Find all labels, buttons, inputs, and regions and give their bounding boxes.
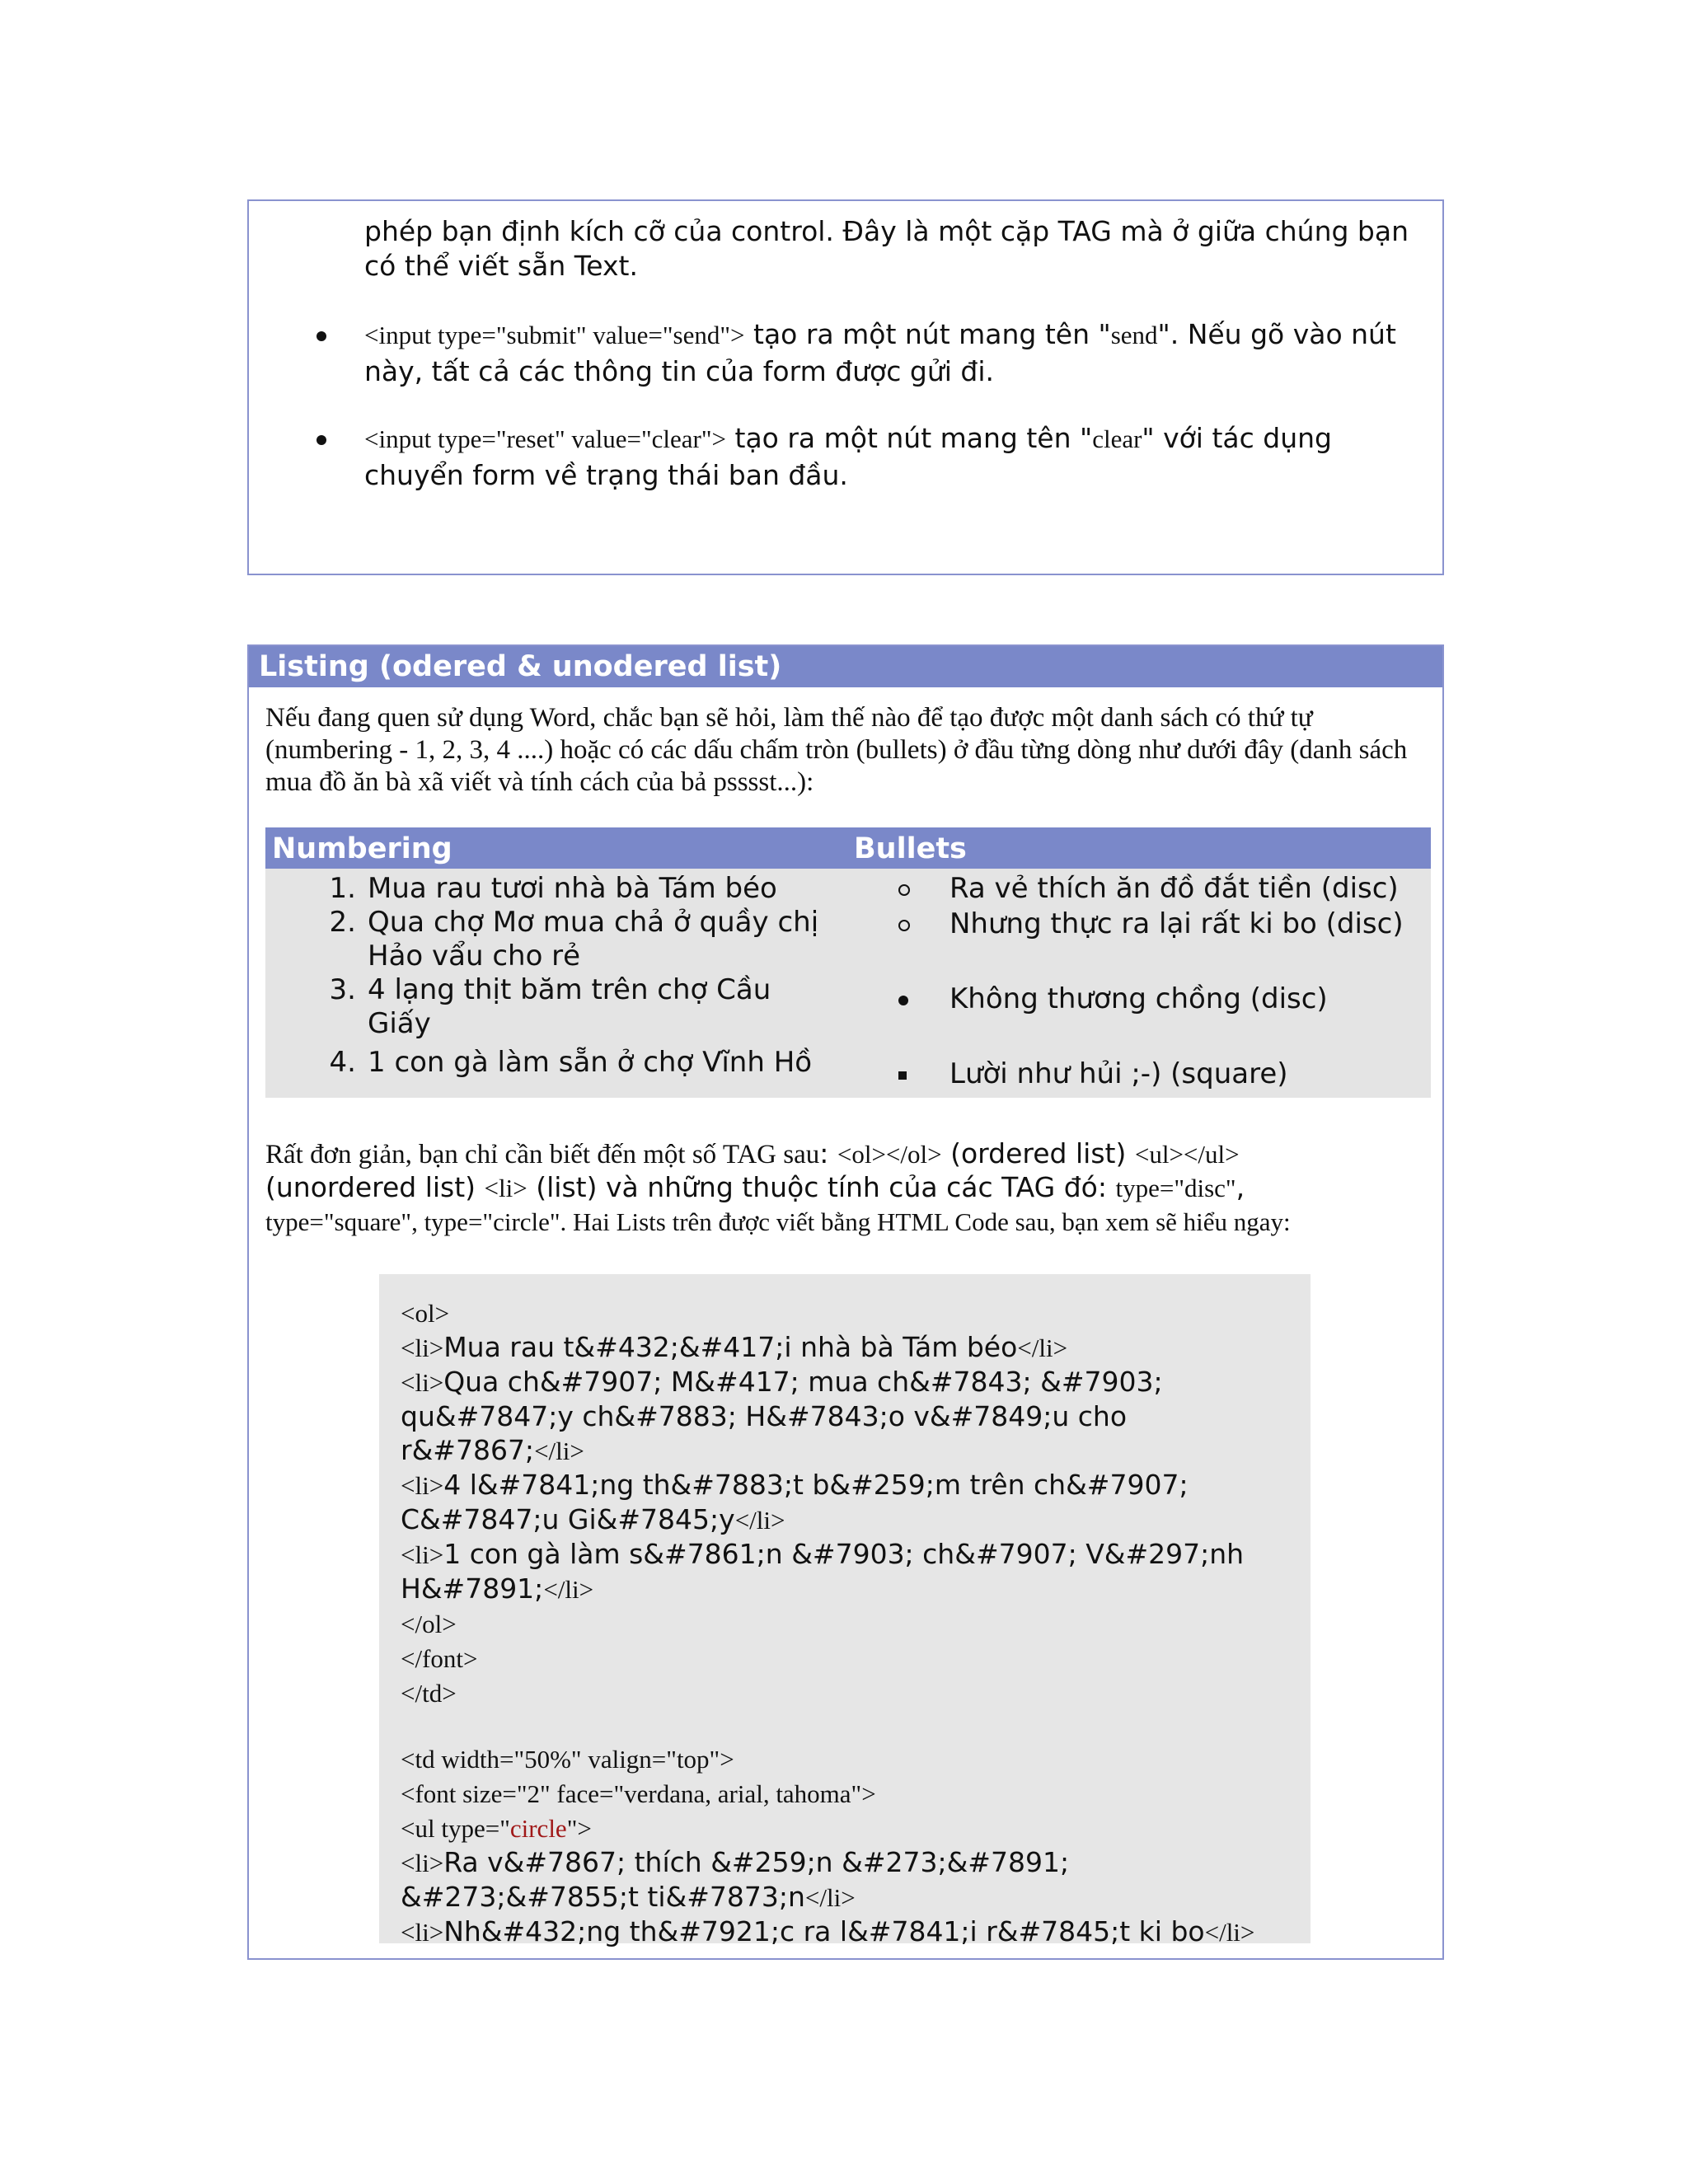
circle-bullet-icon bbox=[898, 884, 910, 896]
code-line: <li>Ra v&#7867; thích &#259;n &#273;&#7891; bbox=[401, 1846, 1070, 1878]
bullet-disc-icon bbox=[316, 331, 326, 341]
code-line: </ol> bbox=[401, 1610, 457, 1638]
item-number: 4. bbox=[329, 1046, 356, 1079]
after-text: (list) và những thuộc tính của các TAG đó: bbox=[527, 1171, 1116, 1203]
code-line: </font> bbox=[401, 1644, 478, 1673]
item-number: 2. bbox=[329, 906, 356, 939]
item-text: Không thương chồng (disc) bbox=[950, 982, 1328, 1015]
item-text: Lười như hủi ;-) (square) bbox=[950, 1057, 1288, 1090]
code-line: <li>1 con gà làm s&#7861;n &#7903; ch&#7907; V&#297;nh bbox=[401, 1538, 1245, 1570]
bullet-item-submit bbox=[364, 316, 1428, 390]
submit-text-a: tạo ra một nút mang tên " bbox=[744, 318, 1111, 350]
code-line: </td> bbox=[401, 1679, 457, 1708]
code-blank-line bbox=[401, 1710, 1299, 1741]
list-item bbox=[950, 872, 1399, 906]
reset-code: <input type="reset" value="clear"> bbox=[364, 424, 727, 453]
after-text: (ordered list) bbox=[941, 1137, 1135, 1169]
code-line: <li>4 l&#7841;ng th&#7883;t b&#259;m trên ch&#7907; bbox=[401, 1469, 1189, 1501]
code-line: <td width="50%" valign="top"> bbox=[401, 1745, 734, 1774]
ul-tag: <ul></ul> bbox=[1134, 1140, 1240, 1169]
code-line: <li>Nh&#432;ng th&#7921;c ra l&#7841;i r&#7845;t ki bo</li> bbox=[401, 1915, 1255, 1947]
lead-paragraph: phép bạn định kích cỡ của control. Đây là một cặp TAG mà ở giữa chúng bạn có thể viết sẵn Text. bbox=[364, 215, 1409, 282]
after-text: type="square", type="circle". Hai Lists trên được viết bằng HTML Code sau, bạn xem sẽ hiểu ngay: bbox=[265, 1207, 1291, 1236]
item-text: Qua chợ Mơ mua chả ở quầy chị Hảo vẩu cho rẻ bbox=[368, 906, 819, 972]
item-number: 3. bbox=[329, 973, 356, 1006]
reset-word: clear bbox=[1092, 424, 1142, 453]
code-line: <ol> bbox=[401, 1299, 450, 1328]
header-bullets: Bullets bbox=[854, 832, 967, 865]
tags-paragraph bbox=[265, 1137, 1428, 1239]
after-text: : bbox=[819, 1137, 837, 1169]
html-code-block bbox=[379, 1274, 1311, 1947]
ol-tag: <ol></ol> bbox=[837, 1140, 942, 1169]
after-text: , bbox=[1236, 1171, 1245, 1203]
bullet-disc-icon bbox=[316, 435, 326, 445]
li-tag: <li> bbox=[484, 1174, 528, 1202]
type-disc: type="disc" bbox=[1115, 1174, 1236, 1202]
item-text: 1 con gà làm sẵn ở chợ Vĩnh Hồ bbox=[368, 1046, 813, 1079]
table-header-row bbox=[265, 827, 1431, 869]
listing-section bbox=[247, 644, 1444, 1960]
table-body bbox=[265, 869, 1431, 1098]
bullet-item-reset bbox=[364, 420, 1428, 494]
header-numbering: Numbering bbox=[272, 832, 452, 865]
code-line: <ul type="circle"> bbox=[401, 1814, 592, 1843]
code-line: qu&#7847;y ch&#7883; H&#7843;o v&#7849;u cho bbox=[401, 1400, 1128, 1432]
submit-word: send bbox=[1110, 321, 1158, 349]
item-text: Mua rau tươi nhà bà Tám béo bbox=[368, 872, 777, 905]
circle-bullet-icon bbox=[898, 920, 910, 931]
list-item bbox=[950, 1057, 1288, 1091]
submit-text-b: ". Nếu gõ vào nút này, tất cả các thông tin của form được gửi đi. bbox=[364, 318, 1396, 387]
code-line: <li>Mua rau t&#432;&#417;i nhà bà Tám béo</li> bbox=[401, 1331, 1068, 1363]
lists-table bbox=[265, 827, 1431, 1098]
list-item bbox=[950, 982, 1328, 1016]
submit-code: <input type="submit" value="send"> bbox=[364, 321, 745, 349]
item-text: Ra vẻ thích ăn đồ đắt tiền (disc) bbox=[950, 872, 1399, 905]
after-text: (unordered list) bbox=[265, 1171, 485, 1203]
code-line: <li>Qua ch&#7907; M&#417; mua ch&#7843; &#7903; bbox=[401, 1366, 1163, 1398]
reset-text-b: " với tác dụng chuyển form về trạng thái ban đầu. bbox=[364, 422, 1332, 491]
after-text: Rất đơn giản, bạn chỉ cần biết đến một số TAG sau bbox=[265, 1140, 820, 1169]
section-header: Listing (odered & unodered list) bbox=[249, 646, 1442, 687]
intro-paragraph: Nếu đang quen sử dụng Word, chắc bạn sẽ hỏi, làm thế nào để tạo được một danh sách có thứ tự (numbering - 1, 2, 3, 4 ....) hoặc có các dấu chấm tròn (bullets) ở đầu từng dòng như dưới đây (danh sách mua đồ ăn bà xã viết và tính cách của bả psssst...): bbox=[265, 703, 1408, 797]
square-bullet-icon bbox=[898, 1071, 907, 1080]
reset-text-a: tạo ra một nút mang tên " bbox=[726, 422, 1093, 454]
list-item bbox=[950, 907, 1404, 941]
item-number: 1. bbox=[329, 872, 356, 905]
code-line: H&#7891;</li> bbox=[401, 1572, 594, 1605]
disc-bullet-icon bbox=[898, 996, 908, 1005]
code-line: <font size="2" face="verdana, arial, tahoma"> bbox=[401, 1779, 876, 1808]
code-line: C&#7847;u Gi&#7845;y</li> bbox=[401, 1503, 785, 1535]
form-buttons-box bbox=[247, 199, 1444, 575]
item-text: Nhưng thực ra lại rất ki bo (disc) bbox=[950, 907, 1404, 940]
item-text: 4 lạng thịt băm trên chợ Cầu Giấy bbox=[368, 973, 771, 1040]
code-line: r&#7867;</li> bbox=[401, 1434, 584, 1466]
code-line: &#273;&#7855;t ti&#7873;n</li> bbox=[401, 1881, 856, 1913]
